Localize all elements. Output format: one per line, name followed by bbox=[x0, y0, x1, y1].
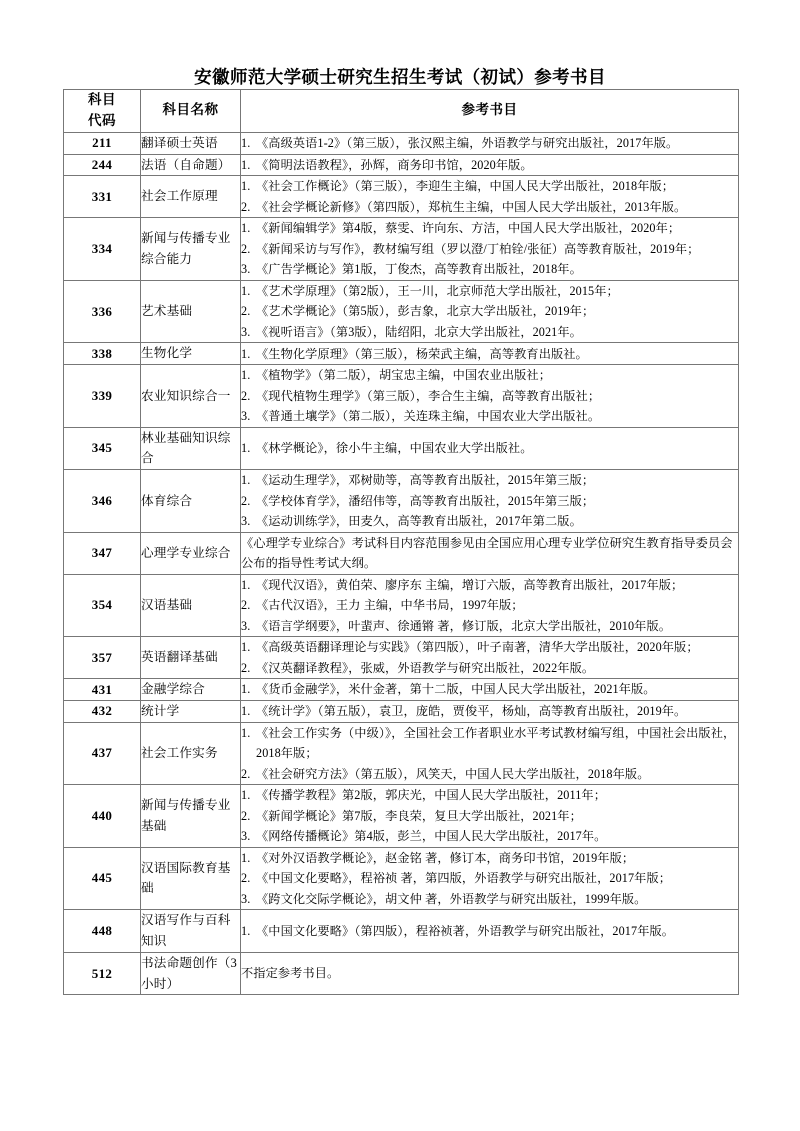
reference-item-number: 1. bbox=[241, 923, 251, 938]
subject-name-cell: 社会工作实务 bbox=[141, 722, 241, 785]
reference-item bbox=[241, 406, 738, 427]
reference-item-text: 《语言学纲要》，叶蜚声、徐通锵 著，修订版，北京大学出版社，2010年版。 bbox=[256, 618, 672, 633]
reference-item bbox=[241, 595, 738, 616]
subject-code-cell: 339 bbox=[64, 365, 141, 428]
reference-item bbox=[241, 386, 738, 407]
reference-list bbox=[241, 575, 738, 637]
reference-item-text: 《对外汉语教学概论》，赵金铭 著，修订本，商务印书馆，2019年版； bbox=[256, 850, 635, 865]
reference-item-number: 2. bbox=[241, 808, 251, 823]
reference-books-cell bbox=[241, 637, 739, 679]
reference-list bbox=[241, 785, 738, 847]
reference-item bbox=[241, 679, 738, 700]
reference-item bbox=[241, 239, 738, 260]
reference-item-number: 1. bbox=[241, 704, 251, 719]
reference-item-text: 《现代植物生理学》（第三版），李合生主编，高等教育出版社； bbox=[256, 388, 601, 403]
reference-list bbox=[241, 438, 738, 459]
reference-item-number: 2. bbox=[241, 660, 251, 675]
table-body bbox=[64, 132, 739, 994]
subject-code-cell: 211 bbox=[64, 132, 141, 154]
reference-item bbox=[241, 491, 738, 512]
reference-book-table bbox=[63, 89, 739, 995]
subject-code-cell: 346 bbox=[64, 470, 141, 533]
table-row bbox=[64, 365, 739, 428]
reference-item-number: 3. bbox=[241, 262, 251, 277]
reference-item bbox=[241, 921, 738, 942]
reference-item-number: 1. bbox=[241, 441, 251, 456]
reference-list bbox=[241, 701, 738, 722]
reference-item bbox=[241, 723, 738, 764]
reference-books-cell bbox=[241, 218, 739, 281]
reference-item-text: 《社会工作概论》（第三版），李迎生主编，中国人民大学出版社，2018年版； bbox=[256, 179, 675, 194]
reference-item bbox=[241, 176, 738, 197]
subject-code-cell: 338 bbox=[64, 343, 141, 365]
subject-name-cell: 农业知识综合一 bbox=[141, 365, 241, 428]
table-row bbox=[64, 679, 739, 701]
subject-code-cell: 357 bbox=[64, 637, 141, 679]
reference-item-text: 《中国文化要略》（第四版），程裕祯著，外语教学与研究出版社，2017年版。 bbox=[256, 923, 675, 938]
reference-books-cell bbox=[241, 679, 739, 701]
subject-code-cell: 331 bbox=[64, 176, 141, 218]
table-row bbox=[64, 952, 739, 995]
subject-code-cell: 440 bbox=[64, 785, 141, 848]
reference-item-number: 2. bbox=[241, 871, 251, 886]
reference-item-text: 《生物化学原理》（第三版），杨荣武主编，高等教育出版社。 bbox=[256, 346, 588, 361]
reference-item bbox=[241, 438, 738, 459]
reference-item-text: 《林学概论》，徐小牛主编，中国农业大学出版社。 bbox=[256, 441, 533, 456]
subject-name-cell: 汉语国际教育基础 bbox=[141, 847, 241, 910]
reference-books-cell bbox=[241, 365, 739, 428]
reference-books-cell bbox=[241, 470, 739, 533]
reference-item bbox=[241, 344, 738, 365]
reference-item-text: 《新闻编辑学》第4版，蔡雯、许向东、方洁，中国人民大学出版社，2020年； bbox=[256, 221, 681, 236]
reference-books-cell bbox=[241, 574, 739, 637]
reference-item-number: 1. bbox=[241, 346, 251, 361]
reference-item-number: 3. bbox=[241, 829, 251, 844]
reference-books-cell bbox=[241, 176, 739, 218]
reference-item-number: 1. bbox=[241, 283, 251, 298]
reference-item-number: 3. bbox=[241, 891, 251, 906]
subject-name-cell: 艺术基础 bbox=[141, 280, 241, 343]
table-row bbox=[64, 176, 739, 218]
reference-item bbox=[241, 889, 738, 910]
reference-item-text: 《运动训练学》，田麦久，高等教育出版社，2017年第二版。 bbox=[256, 514, 582, 529]
table-header bbox=[64, 90, 739, 133]
reference-item-number: 1. bbox=[241, 135, 251, 150]
subject-code-cell: 512 bbox=[64, 952, 141, 995]
reference-item bbox=[241, 197, 738, 218]
subject-name-cell: 心理学专业综合 bbox=[141, 532, 241, 574]
reference-item-number: 1. bbox=[241, 725, 251, 740]
table-row bbox=[64, 132, 739, 154]
reference-list bbox=[241, 155, 738, 176]
column-header-subject-name: 科目名称 bbox=[141, 90, 241, 133]
reference-item-text: 《社会工作实务（中级）》，全国社会工作者职业水平考试教材编写组，中国社会出版社，2018年版； bbox=[256, 725, 736, 761]
subject-code-cell: 336 bbox=[64, 280, 141, 343]
reference-item-number: 1. bbox=[241, 577, 251, 592]
table-row bbox=[64, 785, 739, 848]
table-row bbox=[64, 154, 739, 176]
reference-list bbox=[241, 679, 738, 700]
reference-item bbox=[241, 575, 738, 596]
reference-item bbox=[241, 701, 738, 722]
subject-name-cell: 社会工作原理 bbox=[141, 176, 241, 218]
reference-books-cell bbox=[241, 952, 739, 995]
subject-code-cell: 354 bbox=[64, 574, 141, 637]
column-header-subject-code-line1: 科目 bbox=[88, 92, 116, 107]
table-row bbox=[64, 637, 739, 679]
subject-code-cell: 445 bbox=[64, 847, 141, 910]
subject-code-cell: 345 bbox=[64, 427, 141, 470]
reference-item-text: 《古代汉语》，王力 主编，中华书局，1997年版； bbox=[256, 598, 524, 613]
subject-name-cell: 新闻与传播专业基础 bbox=[141, 785, 241, 848]
table-row bbox=[64, 722, 739, 785]
reference-item-number: 1. bbox=[241, 850, 251, 865]
table-row bbox=[64, 280, 739, 343]
page-title: 安徽师范大学硕士研究生招生考试（初试）参考书目 bbox=[194, 66, 606, 87]
subject-name-cell: 生物化学 bbox=[141, 343, 241, 365]
reference-item bbox=[241, 301, 738, 322]
reference-item-number: 2. bbox=[241, 388, 251, 403]
reference-list bbox=[241, 133, 738, 154]
reference-books-cell bbox=[241, 532, 739, 574]
reference-item-text: 《传播学教程》第2版，郭庆光，中国人民大学出版社，2011年； bbox=[256, 788, 606, 803]
reference-item-number: 2. bbox=[241, 199, 251, 214]
reference-item-text: 《汉英翻译教程》，张威，外语教学与研究出版社，2022年版。 bbox=[256, 660, 595, 675]
subject-name-cell: 翻译硕士英语 bbox=[141, 132, 241, 154]
reference-books-cell bbox=[241, 427, 739, 470]
column-header-subject-code bbox=[64, 90, 141, 133]
reference-item bbox=[241, 133, 738, 154]
reference-item-text: 《运动生理学》，邓树勋等，高等教育出版社，2015年第三版； bbox=[256, 473, 595, 488]
reference-item-number: 3. bbox=[241, 324, 251, 339]
reference-books-cell bbox=[241, 722, 739, 785]
subject-code-cell: 437 bbox=[64, 722, 141, 785]
reference-book-table-wrapper bbox=[63, 89, 738, 995]
reference-item-number: 1. bbox=[241, 221, 251, 236]
reference-item-number: 2. bbox=[241, 304, 251, 319]
reference-item-number: 1. bbox=[241, 682, 251, 697]
subject-name-cell: 体育综合 bbox=[141, 470, 241, 533]
reference-item-number: 1. bbox=[241, 640, 251, 655]
reference-item bbox=[241, 848, 738, 869]
subject-name-cell: 书法命题创作（3小时） bbox=[141, 952, 241, 995]
subject-name-cell: 英语翻译基础 bbox=[141, 637, 241, 679]
reference-list bbox=[241, 344, 738, 365]
reference-item bbox=[241, 259, 738, 280]
table-row bbox=[64, 574, 739, 637]
reference-list bbox=[241, 281, 738, 343]
table-row bbox=[64, 470, 739, 533]
reference-note-text: 不指定参考书目。 bbox=[241, 966, 340, 981]
reference-item bbox=[241, 868, 738, 889]
reference-item-number: 3. bbox=[241, 409, 251, 424]
reference-item-number: 1. bbox=[241, 473, 251, 488]
subject-name-cell: 金融学综合 bbox=[141, 679, 241, 701]
reference-books-cell bbox=[241, 785, 739, 848]
reference-item-number: 2. bbox=[241, 598, 251, 613]
reference-item-text: 《视听语言》（第3版），陆绍阳，北京大学出版社，2021年。 bbox=[256, 324, 582, 339]
reference-item-text: 《高级英语1-2》（第三版），张汉熙主编，外语教学与研究出版社，2017年版。 bbox=[256, 135, 679, 150]
reference-books-cell bbox=[241, 280, 739, 343]
subject-name-cell: 林业基础知识综合 bbox=[141, 427, 241, 470]
reference-item bbox=[241, 616, 738, 637]
subject-name-cell: 统计学 bbox=[141, 700, 241, 722]
reference-item-number: 3. bbox=[241, 618, 251, 633]
reference-list bbox=[241, 637, 738, 678]
reference-item-text: 《网络传播概论》第4版，彭兰，中国人民大学出版社，2017年。 bbox=[256, 829, 607, 844]
reference-item bbox=[241, 470, 738, 491]
reference-item bbox=[241, 511, 738, 532]
reference-item-text: 《社会研究方法》（第五版），风笑天，中国人民大学出版社，2018年版。 bbox=[256, 766, 650, 781]
table-row bbox=[64, 700, 739, 722]
subject-code-cell: 432 bbox=[64, 700, 141, 722]
reference-books-cell bbox=[241, 700, 739, 722]
reference-item bbox=[241, 322, 738, 343]
reference-item-text: 《中国文化要略》，程裕祯 著，第四版，外语教学与研究出版社，2017年版； bbox=[256, 871, 672, 886]
reference-books-cell bbox=[241, 132, 739, 154]
reference-item-text: 《简明法语教程》，孙辉，商务印书馆，2020年版。 bbox=[256, 157, 533, 172]
reference-item-number: 1. bbox=[241, 179, 251, 194]
reference-item-number: 1. bbox=[241, 157, 251, 172]
reference-item-text: 《艺术学概论》（第5版），彭吉象，北京大学出版社，2019年； bbox=[256, 304, 595, 319]
column-header-subject-code-line2: 代码 bbox=[88, 112, 116, 128]
reference-item bbox=[241, 806, 738, 827]
reference-list bbox=[241, 470, 738, 532]
reference-item-text: 《艺术学原理》（第2版），王一川，北京师范大学出版社，2015年； bbox=[256, 283, 619, 298]
table-row bbox=[64, 847, 739, 910]
subject-code-cell: 431 bbox=[64, 679, 141, 701]
reference-item bbox=[241, 785, 738, 806]
reference-item-text: 《货币金融学》，米什金著，第十二版，中国人民大学出版社，2021年版。 bbox=[256, 682, 656, 697]
subject-code-cell: 448 bbox=[64, 910, 141, 953]
table-row bbox=[64, 910, 739, 953]
reference-item-number: 2. bbox=[241, 241, 251, 256]
reference-item-number: 3. bbox=[241, 514, 251, 529]
subject-code-cell: 334 bbox=[64, 218, 141, 281]
subject-name-cell: 新闻与传播专业综合能力 bbox=[141, 218, 241, 281]
reference-item bbox=[241, 281, 738, 302]
reference-list bbox=[241, 723, 738, 785]
reference-item-text: 《社会学概论新修》（第四版），郑杭生主编，中国人民大学出版社，2013年版。 bbox=[256, 199, 687, 214]
table-header-row bbox=[64, 90, 739, 133]
column-header-reference-books: 参考书目 bbox=[241, 90, 739, 133]
reference-item-text: 《广告学概论》第1版，丁俊杰，高等教育出版社，2018年。 bbox=[256, 262, 582, 277]
reference-item bbox=[241, 826, 738, 847]
reference-item bbox=[241, 218, 738, 239]
reference-item-text: 《普通土壤学》（第二版），关连珠主编，中国农业大学出版社。 bbox=[256, 409, 601, 424]
table-row bbox=[64, 343, 739, 365]
reference-item bbox=[241, 155, 738, 176]
reference-item bbox=[241, 658, 738, 679]
reference-item-number: 2. bbox=[241, 493, 251, 508]
reference-books-cell bbox=[241, 154, 739, 176]
reference-item-text: 《新闻学概论》第7版，李良荣，复旦大学出版社，2021年； bbox=[256, 808, 582, 823]
reference-item bbox=[241, 365, 738, 386]
subject-code-cell: 347 bbox=[64, 532, 141, 574]
reference-item-text: 《学校体育学》，潘绍伟等，高等教育出版社，2015年第三版； bbox=[256, 493, 595, 508]
table-row bbox=[64, 218, 739, 281]
reference-books-cell bbox=[241, 343, 739, 365]
reference-item-number: 1. bbox=[241, 368, 251, 383]
reference-list bbox=[241, 365, 738, 427]
reference-books-cell bbox=[241, 910, 739, 953]
subject-name-cell: 法语（自命题） bbox=[141, 154, 241, 176]
reference-item-text: 《高级英语翻译理论与实践》（第四版），叶子南著，清华大学出版社，2020年版； bbox=[256, 640, 699, 655]
reference-item-text: 《现代汉语》，黄伯荣、廖序东 主编，增订六版，高等教育出版社，2017年版； bbox=[256, 577, 684, 592]
reference-books-cell bbox=[241, 847, 739, 910]
reference-item-number: 2. bbox=[241, 766, 251, 781]
reference-list bbox=[241, 176, 738, 217]
reference-note-text: 《心理学专业综合》考试科目内容范围参见由全国应用心理专业学位研究生教育指导委员会公布的指导性考试大纲。 bbox=[241, 535, 733, 571]
reference-item-number: 1. bbox=[241, 788, 251, 803]
reference-list bbox=[241, 921, 738, 942]
table-row bbox=[64, 532, 739, 574]
reference-item bbox=[241, 764, 738, 785]
subject-code-cell: 244 bbox=[64, 154, 141, 176]
reference-item-text: 《植物学》（第二版），胡宝忠主编，中国农业出版社； bbox=[256, 368, 551, 383]
reference-item bbox=[241, 637, 738, 658]
table-row bbox=[64, 427, 739, 470]
reference-list bbox=[241, 218, 738, 280]
reference-item-text: 《新闻采访与写作》，教材编写组（罗以澄/丁柏铨/张征）高等教育版社，2019年； bbox=[256, 241, 700, 256]
subject-name-cell: 汉语基础 bbox=[141, 574, 241, 637]
reference-item-text: 《跨文化交际学概论》，胡文仲 著，外语教学与研究出版社，1999年版。 bbox=[256, 891, 647, 906]
reference-list bbox=[241, 848, 738, 910]
subject-name-cell: 汉语写作与百科知识 bbox=[141, 910, 241, 953]
reference-item-text: 《统计学》（第五版），袁卫，庞皓，贾俊平，杨灿，高等教育出版社，2019年。 bbox=[256, 704, 687, 719]
